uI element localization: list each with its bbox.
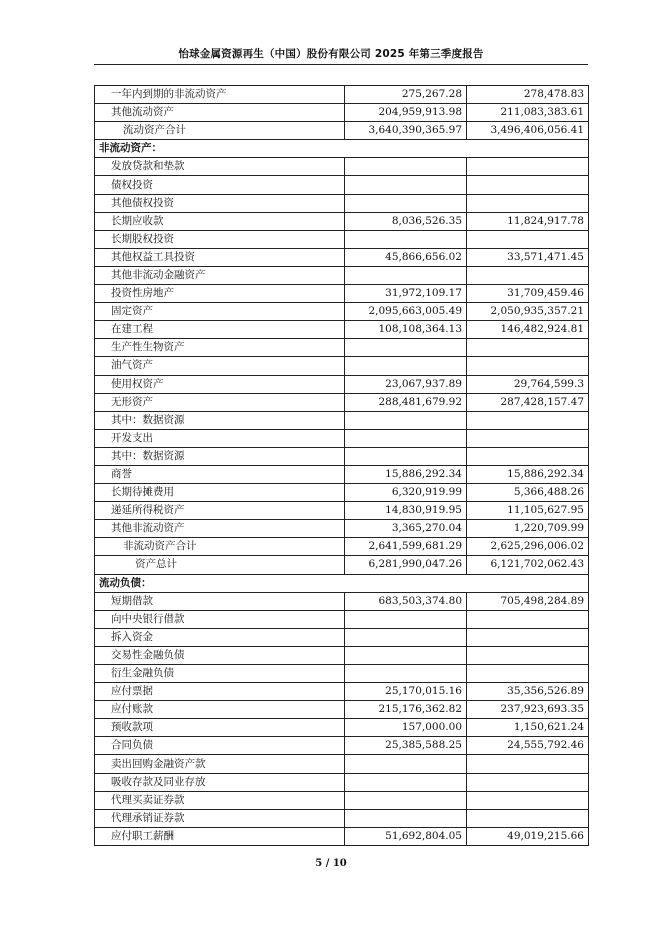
prior-year-end-value [467, 791, 589, 809]
table-row [95, 248, 589, 266]
table-row [95, 556, 589, 574]
table-row [95, 791, 589, 809]
row-label: 无形资产 [95, 393, 345, 411]
table-row [95, 321, 589, 339]
table-row [95, 104, 589, 122]
row-label: 长期股权投资 [95, 230, 345, 248]
row-label: 其他权益工具投资 [95, 248, 345, 266]
prior-year-end-value: 211,083,383.61 [467, 104, 589, 122]
period-end-value: 25,170,015.16 [345, 683, 467, 701]
period-end-value [345, 230, 467, 248]
row-label: 代理买卖证券款 [95, 791, 345, 809]
table-row [95, 755, 589, 773]
prior-year-end-value: 237,923,693.35 [467, 701, 589, 719]
row-label: 固定资产 [95, 303, 345, 321]
table-row [95, 773, 589, 791]
period-end-value: 215,176,362.82 [345, 701, 467, 719]
period-end-value [345, 447, 467, 465]
table-row [95, 447, 589, 465]
prior-year-end-value [467, 158, 589, 176]
prior-year-end-value [467, 610, 589, 628]
period-end-value [345, 158, 467, 176]
prior-year-end-value: 705,498,284.89 [467, 592, 589, 610]
period-end-value: 683,503,374.80 [345, 592, 467, 610]
period-end-value: 288,481,679.92 [345, 393, 467, 411]
prior-year-end-value: 33,571,471.45 [467, 248, 589, 266]
table-row [95, 683, 589, 701]
row-label: 衍生金融负债 [95, 665, 345, 683]
prior-year-end-value [467, 773, 589, 791]
table-row [95, 538, 589, 556]
table-row [95, 303, 589, 321]
row-label: 资产总计 [95, 556, 345, 574]
row-label: 应付职工薪酬 [95, 827, 345, 845]
prior-year-end-value: 11,824,917.78 [467, 212, 589, 230]
prior-year-end-value: 31,709,459.46 [467, 285, 589, 303]
row-label: 生产性生物资产 [95, 339, 345, 357]
table-row [95, 809, 589, 827]
table-row [95, 719, 589, 737]
period-end-value [345, 411, 467, 429]
row-label: 非流动资产合计 [95, 538, 345, 556]
row-label: 使用权资产 [95, 375, 345, 393]
period-end-value: 275,267.28 [345, 86, 467, 104]
period-end-value: 2,641,599,681.29 [345, 538, 467, 556]
prior-year-end-value [467, 628, 589, 646]
section-row [95, 574, 589, 592]
table-row [95, 411, 589, 429]
prior-year-end-value: 11,105,627.95 [467, 502, 589, 520]
table-row [95, 339, 589, 357]
table-row [95, 375, 589, 393]
row-label: 其他债权投资 [95, 194, 345, 212]
period-end-value: 204,959,913.98 [345, 104, 467, 122]
prior-year-end-value [467, 665, 589, 683]
row-label: 其他非流动金融资产 [95, 266, 345, 284]
prior-year-end-value [467, 357, 589, 375]
prior-year-end-value [467, 230, 589, 248]
table-row [95, 827, 589, 845]
prior-year-end-value: 1,220,709.99 [467, 520, 589, 538]
row-label: 投资性房地产 [95, 285, 345, 303]
header-divider [94, 64, 588, 65]
section-label: 流动负债： [95, 574, 589, 592]
row-label: 拆入资金 [95, 628, 345, 646]
prior-year-end-value [467, 447, 589, 465]
table-row [95, 646, 589, 664]
prior-year-end-value: 278,478.83 [467, 86, 589, 104]
period-end-value: 8,036,526.35 [345, 212, 467, 230]
prior-year-end-value: 146,482,924.81 [467, 321, 589, 339]
prior-year-end-value: 2,050,935,357.21 [467, 303, 589, 321]
prior-year-end-value: 24,555,792.46 [467, 737, 589, 755]
prior-year-end-value: 287,428,157.47 [467, 393, 589, 411]
period-end-value [345, 194, 467, 212]
row-label: 长期待摊费用 [95, 484, 345, 502]
row-label: 其中：数据资源 [95, 447, 345, 465]
table-row [95, 737, 589, 755]
prior-year-end-value: 1,150,621.24 [467, 719, 589, 737]
row-label: 流动资产合计 [95, 122, 345, 140]
row-label: 代理承销证券款 [95, 809, 345, 827]
row-label: 其中：数据资源 [95, 411, 345, 429]
period-end-value [345, 176, 467, 194]
period-end-value [345, 791, 467, 809]
prior-year-end-value [467, 176, 589, 194]
row-label: 一年内到期的非流动资产 [95, 86, 345, 104]
period-end-value [345, 646, 467, 664]
table-row [95, 212, 589, 230]
row-label: 长期应收款 [95, 212, 345, 230]
period-end-value [345, 755, 467, 773]
prior-year-end-value [467, 411, 589, 429]
table-row [95, 465, 589, 483]
prior-year-end-value: 49,019,215.66 [467, 827, 589, 845]
table-row [95, 86, 589, 104]
page-header-title: 怡球金属资源再生（中国）股份有限公司 2025 年第三季度报告 [178, 48, 484, 60]
period-end-value: 6,320,919.99 [345, 484, 467, 502]
table-row [95, 429, 589, 447]
period-end-value: 45,866,656.02 [345, 248, 467, 266]
prior-year-end-value [467, 339, 589, 357]
balance-sheet-body [95, 86, 589, 846]
row-label: 油气资产 [95, 357, 345, 375]
period-end-value [345, 339, 467, 357]
table-row [95, 665, 589, 683]
prior-year-end-value [467, 755, 589, 773]
table-row [95, 176, 589, 194]
table-row [95, 194, 589, 212]
period-end-value [345, 357, 467, 375]
prior-year-end-value [467, 266, 589, 284]
period-end-value: 25,385,588.25 [345, 737, 467, 755]
period-end-value: 3,640,390,365.97 [345, 122, 467, 140]
prior-year-end-value: 29,764,599.3 [467, 375, 589, 393]
table-row [95, 393, 589, 411]
prior-year-end-value [467, 646, 589, 664]
table-row [95, 610, 589, 628]
table-row [95, 520, 589, 538]
prior-year-end-value [467, 809, 589, 827]
period-end-value: 23,067,937.89 [345, 375, 467, 393]
table-row [95, 230, 589, 248]
row-label: 其他流动资产 [95, 104, 345, 122]
row-label: 交易性金融负债 [95, 646, 345, 664]
period-end-value [345, 773, 467, 791]
row-label: 吸收存款及同业存放 [95, 773, 345, 791]
table-row [95, 502, 589, 520]
row-label: 应付票据 [95, 683, 345, 701]
period-end-value: 3,365,270.04 [345, 520, 467, 538]
table-row [95, 701, 589, 719]
prior-year-end-value: 3,496,406,056.41 [467, 122, 589, 140]
row-label: 卖出回购金融资产款 [95, 755, 345, 773]
table-row [95, 122, 589, 140]
section-row [95, 140, 589, 158]
table-row [95, 357, 589, 375]
row-label: 其他非流动资产 [95, 520, 345, 538]
row-label: 发放贷款和垫款 [95, 158, 345, 176]
period-end-value [345, 809, 467, 827]
table-row [95, 592, 589, 610]
period-end-value [345, 429, 467, 447]
row-label: 向中央银行借款 [95, 610, 345, 628]
period-end-value: 108,108,364.13 [345, 321, 467, 339]
row-label: 应付账款 [95, 701, 345, 719]
row-label: 预收款项 [95, 719, 345, 737]
prior-year-end-value: 35,356,526.89 [467, 683, 589, 701]
table-row [95, 266, 589, 284]
period-end-value [345, 628, 467, 646]
row-label: 短期借款 [95, 592, 345, 610]
table-row [95, 628, 589, 646]
row-label: 在建工程 [95, 321, 345, 339]
section-label: 非流动资产： [95, 140, 589, 158]
page-number: 5 / 10 [315, 858, 347, 869]
row-label: 开发支出 [95, 429, 345, 447]
table-row [95, 285, 589, 303]
prior-year-end-value: 5,366,488.26 [467, 484, 589, 502]
table-row [95, 158, 589, 176]
period-end-value: 157,000.00 [345, 719, 467, 737]
prior-year-end-value: 6,121,702,062.43 [467, 556, 589, 574]
prior-year-end-value [467, 194, 589, 212]
prior-year-end-value: 15,886,292.34 [467, 465, 589, 483]
period-end-value: 15,886,292.34 [345, 465, 467, 483]
period-end-value [345, 266, 467, 284]
row-label: 商誉 [95, 465, 345, 483]
period-end-value: 51,692,804.05 [345, 827, 467, 845]
period-end-value: 6,281,990,047.26 [345, 556, 467, 574]
prior-year-end-value: 2,625,296,006.02 [467, 538, 589, 556]
period-end-value: 31,972,109.17 [345, 285, 467, 303]
period-end-value [345, 665, 467, 683]
period-end-value: 14,830,919.95 [345, 502, 467, 520]
row-label: 债权投资 [95, 176, 345, 194]
row-label: 合同负债 [95, 737, 345, 755]
table-row [95, 484, 589, 502]
row-label: 递延所得税资产 [95, 502, 345, 520]
prior-year-end-value [467, 429, 589, 447]
period-end-value [345, 610, 467, 628]
period-end-value: 2,095,663,005.49 [345, 303, 467, 321]
balance-sheet-table [94, 85, 589, 846]
